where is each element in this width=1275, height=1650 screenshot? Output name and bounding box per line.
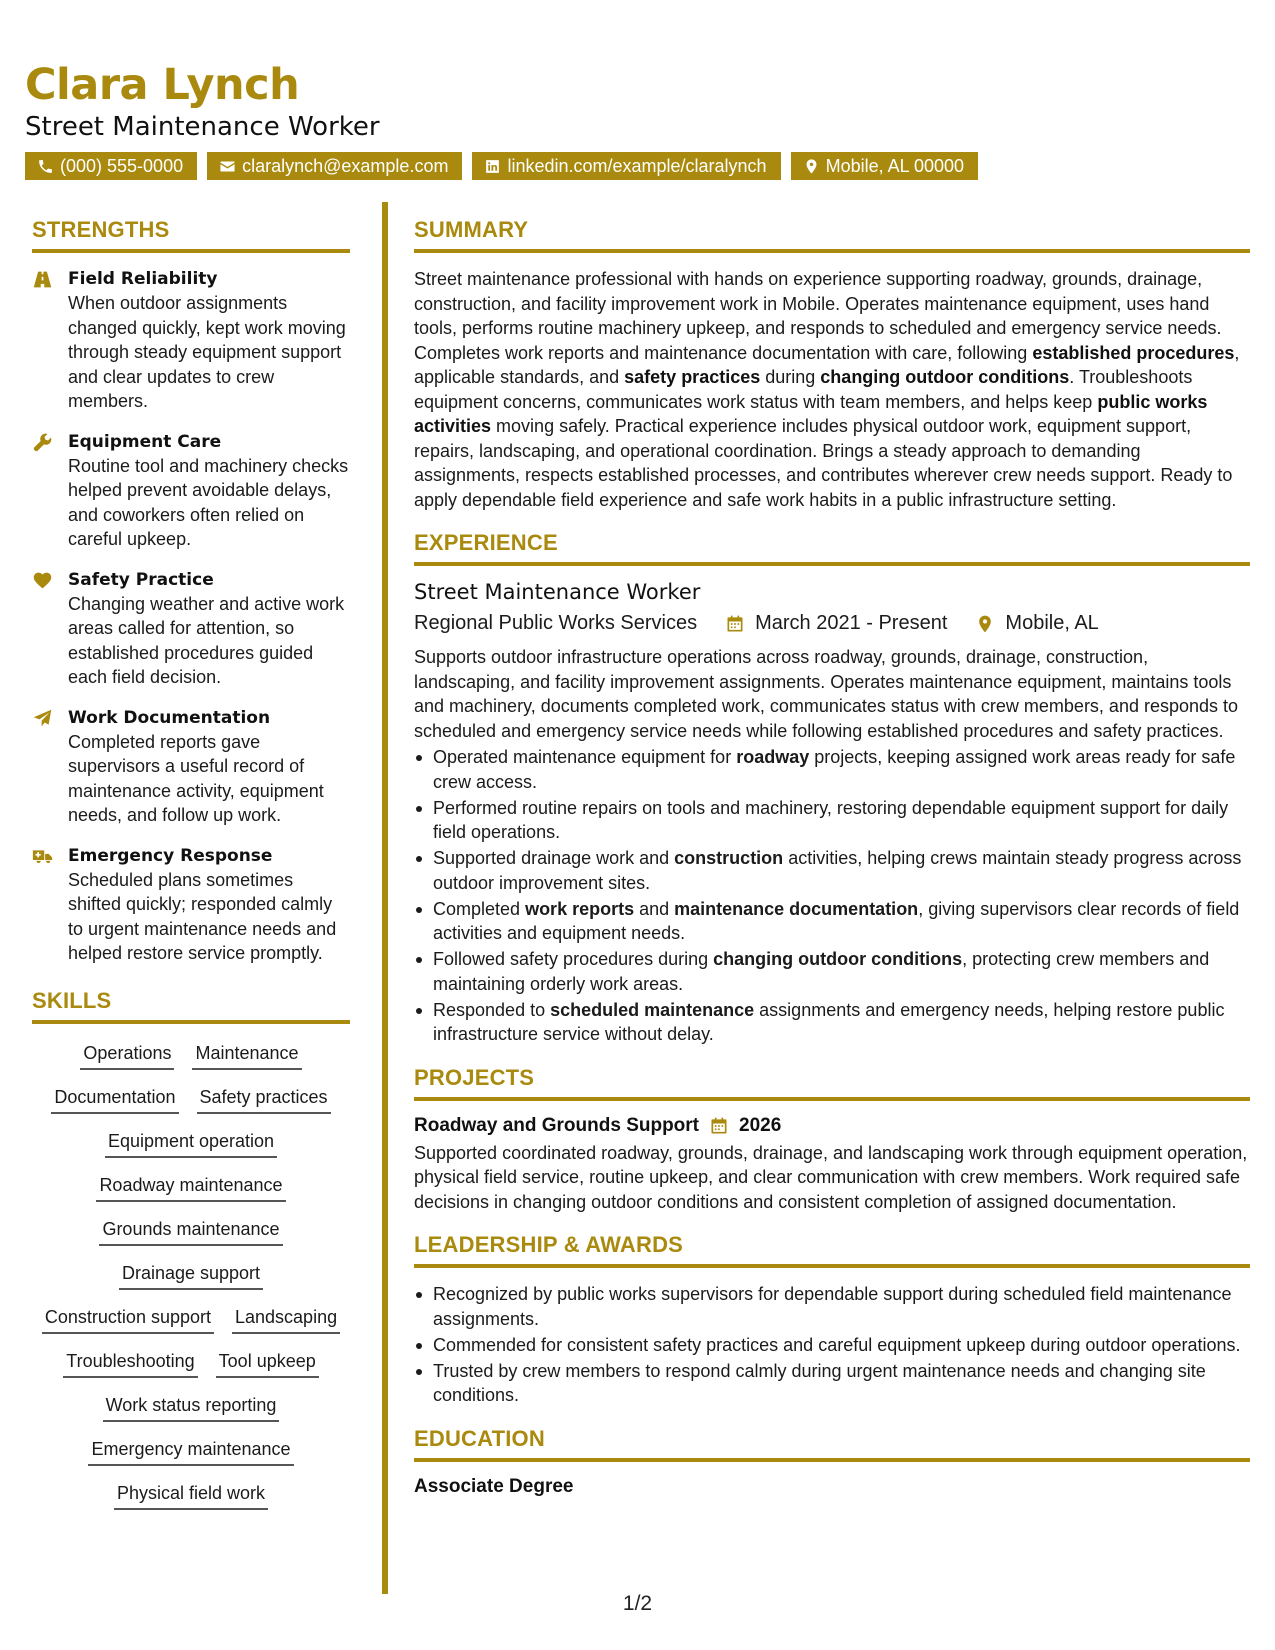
page-number: 1/2 bbox=[622, 1592, 653, 1615]
experience-bullet bbox=[414, 947, 1250, 996]
text-segment: , giving supervisors clear records of field activities and equipment needs. bbox=[433, 898, 1240, 943]
text-segment: Operated maintenance equipment for bbox=[433, 747, 737, 767]
calendar-icon bbox=[725, 614, 745, 634]
job-location: Mobile, AL bbox=[1005, 612, 1099, 634]
skill-tag: Troubleshooting bbox=[63, 1350, 197, 1378]
text-segment: Supported drainage work and bbox=[433, 848, 675, 868]
skill-tag: Tool upkeep bbox=[216, 1350, 319, 1378]
bold-text: public works activities bbox=[414, 391, 1208, 436]
skill-tag: Landscaping bbox=[232, 1306, 340, 1334]
contact-location bbox=[791, 152, 978, 180]
column-divider bbox=[382, 202, 388, 1594]
strength-item bbox=[32, 430, 350, 552]
bold-text: roadway bbox=[736, 747, 810, 767]
skill-tag: Safety practices bbox=[197, 1086, 331, 1114]
calendar-icon bbox=[709, 1116, 729, 1136]
company-name: Regional Public Works Services bbox=[414, 612, 698, 634]
job-meta bbox=[414, 612, 1250, 635]
bold-text: scheduled maintenance bbox=[550, 999, 755, 1020]
bold-text: changing outdoor conditions bbox=[820, 367, 1070, 387]
skills-list bbox=[32, 1038, 350, 1510]
ambulance-icon bbox=[32, 846, 53, 867]
leadership-item: Recognized by public works supervisors for dependable support during scheduled field maintenance assignments. bbox=[414, 1282, 1250, 1331]
text-segment: during bbox=[760, 367, 821, 387]
bold-text: established procedures bbox=[1032, 342, 1235, 363]
phone-icon bbox=[37, 158, 54, 175]
text-segment: and bbox=[634, 898, 675, 919]
text-segment: Street maintenance professional with hands on experience supporting roadway, grounds, drainage, construction, and facility improvement work in Mobile. Operates maintenance equipment, uses hand tools, performs routine machinery upkeep, and responds to scheduled and emergency service needs. Completes work reports and maintenance documentation with care, following bbox=[414, 269, 1222, 363]
strength-name: Equipment Care bbox=[68, 431, 222, 452]
summary-heading: SUMMARY bbox=[414, 217, 1250, 253]
project-year: 2026 bbox=[739, 1114, 782, 1136]
experience-heading: EXPERIENCE bbox=[414, 530, 1250, 566]
experience-bullet bbox=[414, 796, 1250, 845]
envelope-icon bbox=[219, 158, 236, 175]
leadership-heading: LEADERSHIP & AWARDS bbox=[414, 1232, 1250, 1268]
experience-bullets bbox=[414, 745, 1250, 1047]
contact-email[interactable] bbox=[207, 152, 462, 180]
candidate-title: Street Maintenance Worker bbox=[25, 112, 380, 142]
skill-tag: Equipment operation bbox=[105, 1130, 277, 1158]
skill-tag: Drainage support bbox=[119, 1262, 263, 1290]
bold-text: construction bbox=[674, 848, 784, 868]
strength-desc: When outdoor assignments changed quickly, kept work moving through steady equipment support and clear updates to crew members. bbox=[68, 293, 346, 411]
project-header bbox=[414, 1115, 1250, 1137]
experience-bullet bbox=[414, 897, 1250, 946]
map-pin-icon bbox=[975, 614, 995, 634]
projects-heading: PROJECTS bbox=[414, 1065, 1250, 1101]
heart-icon bbox=[32, 570, 53, 591]
paper-plane-icon bbox=[32, 708, 53, 729]
job-dates: March 2021 - Present bbox=[755, 612, 948, 634]
skills-heading: SKILLS bbox=[32, 988, 350, 1024]
project-name: Roadway and Grounds Support bbox=[414, 1114, 700, 1136]
candidate-name: Clara Lynch bbox=[25, 60, 300, 110]
skill-tag: Operations bbox=[80, 1042, 174, 1070]
road-icon bbox=[32, 269, 53, 290]
text-segment: Completed bbox=[433, 898, 526, 919]
education-heading: EDUCATION bbox=[414, 1426, 1250, 1462]
bold-text: safety practices bbox=[624, 367, 761, 387]
strength-name: Field Reliability bbox=[68, 269, 218, 289]
skill-tag: Roadway maintenance bbox=[96, 1174, 285, 1202]
left-column bbox=[32, 217, 350, 1510]
skill-tag: Documentation bbox=[51, 1086, 178, 1114]
text-segment: projects, keeping assigned work areas ready for safe crew access. bbox=[433, 747, 1236, 792]
strength-item bbox=[32, 706, 350, 828]
strength-name: Safety Practice bbox=[68, 569, 214, 590]
text-segment: moving safely. Practical experience includes physical outdoor work, equipment support, repairs, landscaping, and operational coordination. Brings a steady approach to demanding assignments, respects established processes, and contributes wherever crew needs support. Ready to apply dependable field experience and safe work habits in a public infrastructure setting. bbox=[414, 416, 1233, 510]
bold-text: changing outdoor conditions bbox=[713, 949, 963, 969]
leadership-item: Trusted by crew members to respond calmly during urgent maintenance needs and changing site conditions. bbox=[414, 1359, 1250, 1408]
skill-tag: Maintenance bbox=[192, 1042, 301, 1070]
text-segment: Responded to bbox=[433, 999, 551, 1020]
strength-item bbox=[32, 568, 350, 690]
strengths-heading: STRENGTHS bbox=[32, 217, 350, 253]
text-segment: , protecting crew members and maintaining orderly work areas. bbox=[433, 949, 1210, 994]
contact-phone[interactable] bbox=[25, 152, 197, 180]
right-column bbox=[414, 217, 1250, 1498]
text-segment: assignments and emergency needs, helping restore public infrastructure service without delay. bbox=[433, 999, 1225, 1044]
linkedin-text: linkedin.com/example/claralynch bbox=[507, 155, 767, 176]
location-text: Mobile, AL 00000 bbox=[825, 155, 965, 176]
skill-tag: Construction support bbox=[42, 1306, 214, 1334]
experience-bullet bbox=[414, 745, 1250, 794]
text-segment: Followed safety procedures during bbox=[433, 949, 714, 969]
strength-name: Emergency Response bbox=[68, 845, 273, 866]
text-segment: activities, helping crews maintain steady progress across outdoor improvement sites. bbox=[433, 848, 1242, 893]
bold-text: maintenance documentation bbox=[674, 898, 919, 919]
project-description: Supported coordinated roadway, grounds, drainage, and landscaping work through equipment operation, physical field service, routine upkeep, and clear communication with crew members. Work required safe decisions in changing outdoor conditions and consistent completion of assigned documentation. bbox=[414, 1142, 1248, 1212]
phone-text: (000) 555-0000 bbox=[60, 155, 184, 176]
leadership-item: Commended for consistent safety practices and careful equipment upkeep during outdoor operations. bbox=[414, 1333, 1250, 1358]
strength-desc: Routine tool and machinery checks helped prevent avoidable delays, and coworkers often relied on careful upkeep. bbox=[68, 455, 349, 549]
skill-tag: Emergency maintenance bbox=[88, 1438, 293, 1466]
strength-desc: Completed reports gave supervisors a useful record of maintenance activity, equipment needs, and follow up work. bbox=[68, 731, 324, 825]
experience-bullet bbox=[414, 846, 1250, 895]
strength-desc: Scheduled plans sometimes shifted quickly; responded calmly to urgent maintenance needs and helped restore service promptly. bbox=[68, 869, 337, 963]
email-text: claralynch@example.com bbox=[242, 155, 449, 176]
summary-text bbox=[414, 267, 1250, 512]
degree-name: Associate Degree bbox=[414, 1475, 574, 1497]
map-pin-icon bbox=[803, 158, 820, 175]
bold-text: work reports bbox=[525, 898, 635, 919]
skill-tag: Work status reporting bbox=[103, 1394, 280, 1422]
strength-item bbox=[32, 844, 350, 966]
linkedin-icon bbox=[484, 158, 501, 175]
strength-name: Work Documentation bbox=[68, 707, 271, 728]
text-segment: . Troubleshoots equipment concerns, communicates work status with team members, and helps keep bbox=[414, 367, 1193, 412]
wrench-icon bbox=[32, 432, 53, 453]
contact-bar bbox=[25, 152, 978, 180]
experience-bullet bbox=[414, 998, 1250, 1047]
contact-linkedin[interactable] bbox=[472, 152, 780, 180]
text-segment: , applicable standards, and bbox=[414, 342, 1240, 387]
strength-desc: Changing weather and active work areas called for attention, so established procedures guided each field decision. bbox=[68, 593, 345, 687]
job-title: Street Maintenance Worker bbox=[414, 580, 701, 604]
strength-item bbox=[32, 267, 350, 414]
skill-tag: Grounds maintenance bbox=[99, 1218, 282, 1246]
skill-tag: Physical field work bbox=[114, 1482, 268, 1510]
job-description: Supports outdoor infrastructure operations across roadway, grounds, drainage, construction, landscaping, and facility improvement assignments. Operates maintenance equipment, maintains tools and machinery, documents completed work, communicates status with crew members, and responds to scheduled and emergency service needs while following established procedures and safety practices. bbox=[414, 647, 1239, 741]
text-segment: Performed routine repairs on tools and machinery, restoring dependable equipment support for daily field operations. bbox=[433, 797, 1229, 842]
leadership-list bbox=[414, 1282, 1250, 1408]
